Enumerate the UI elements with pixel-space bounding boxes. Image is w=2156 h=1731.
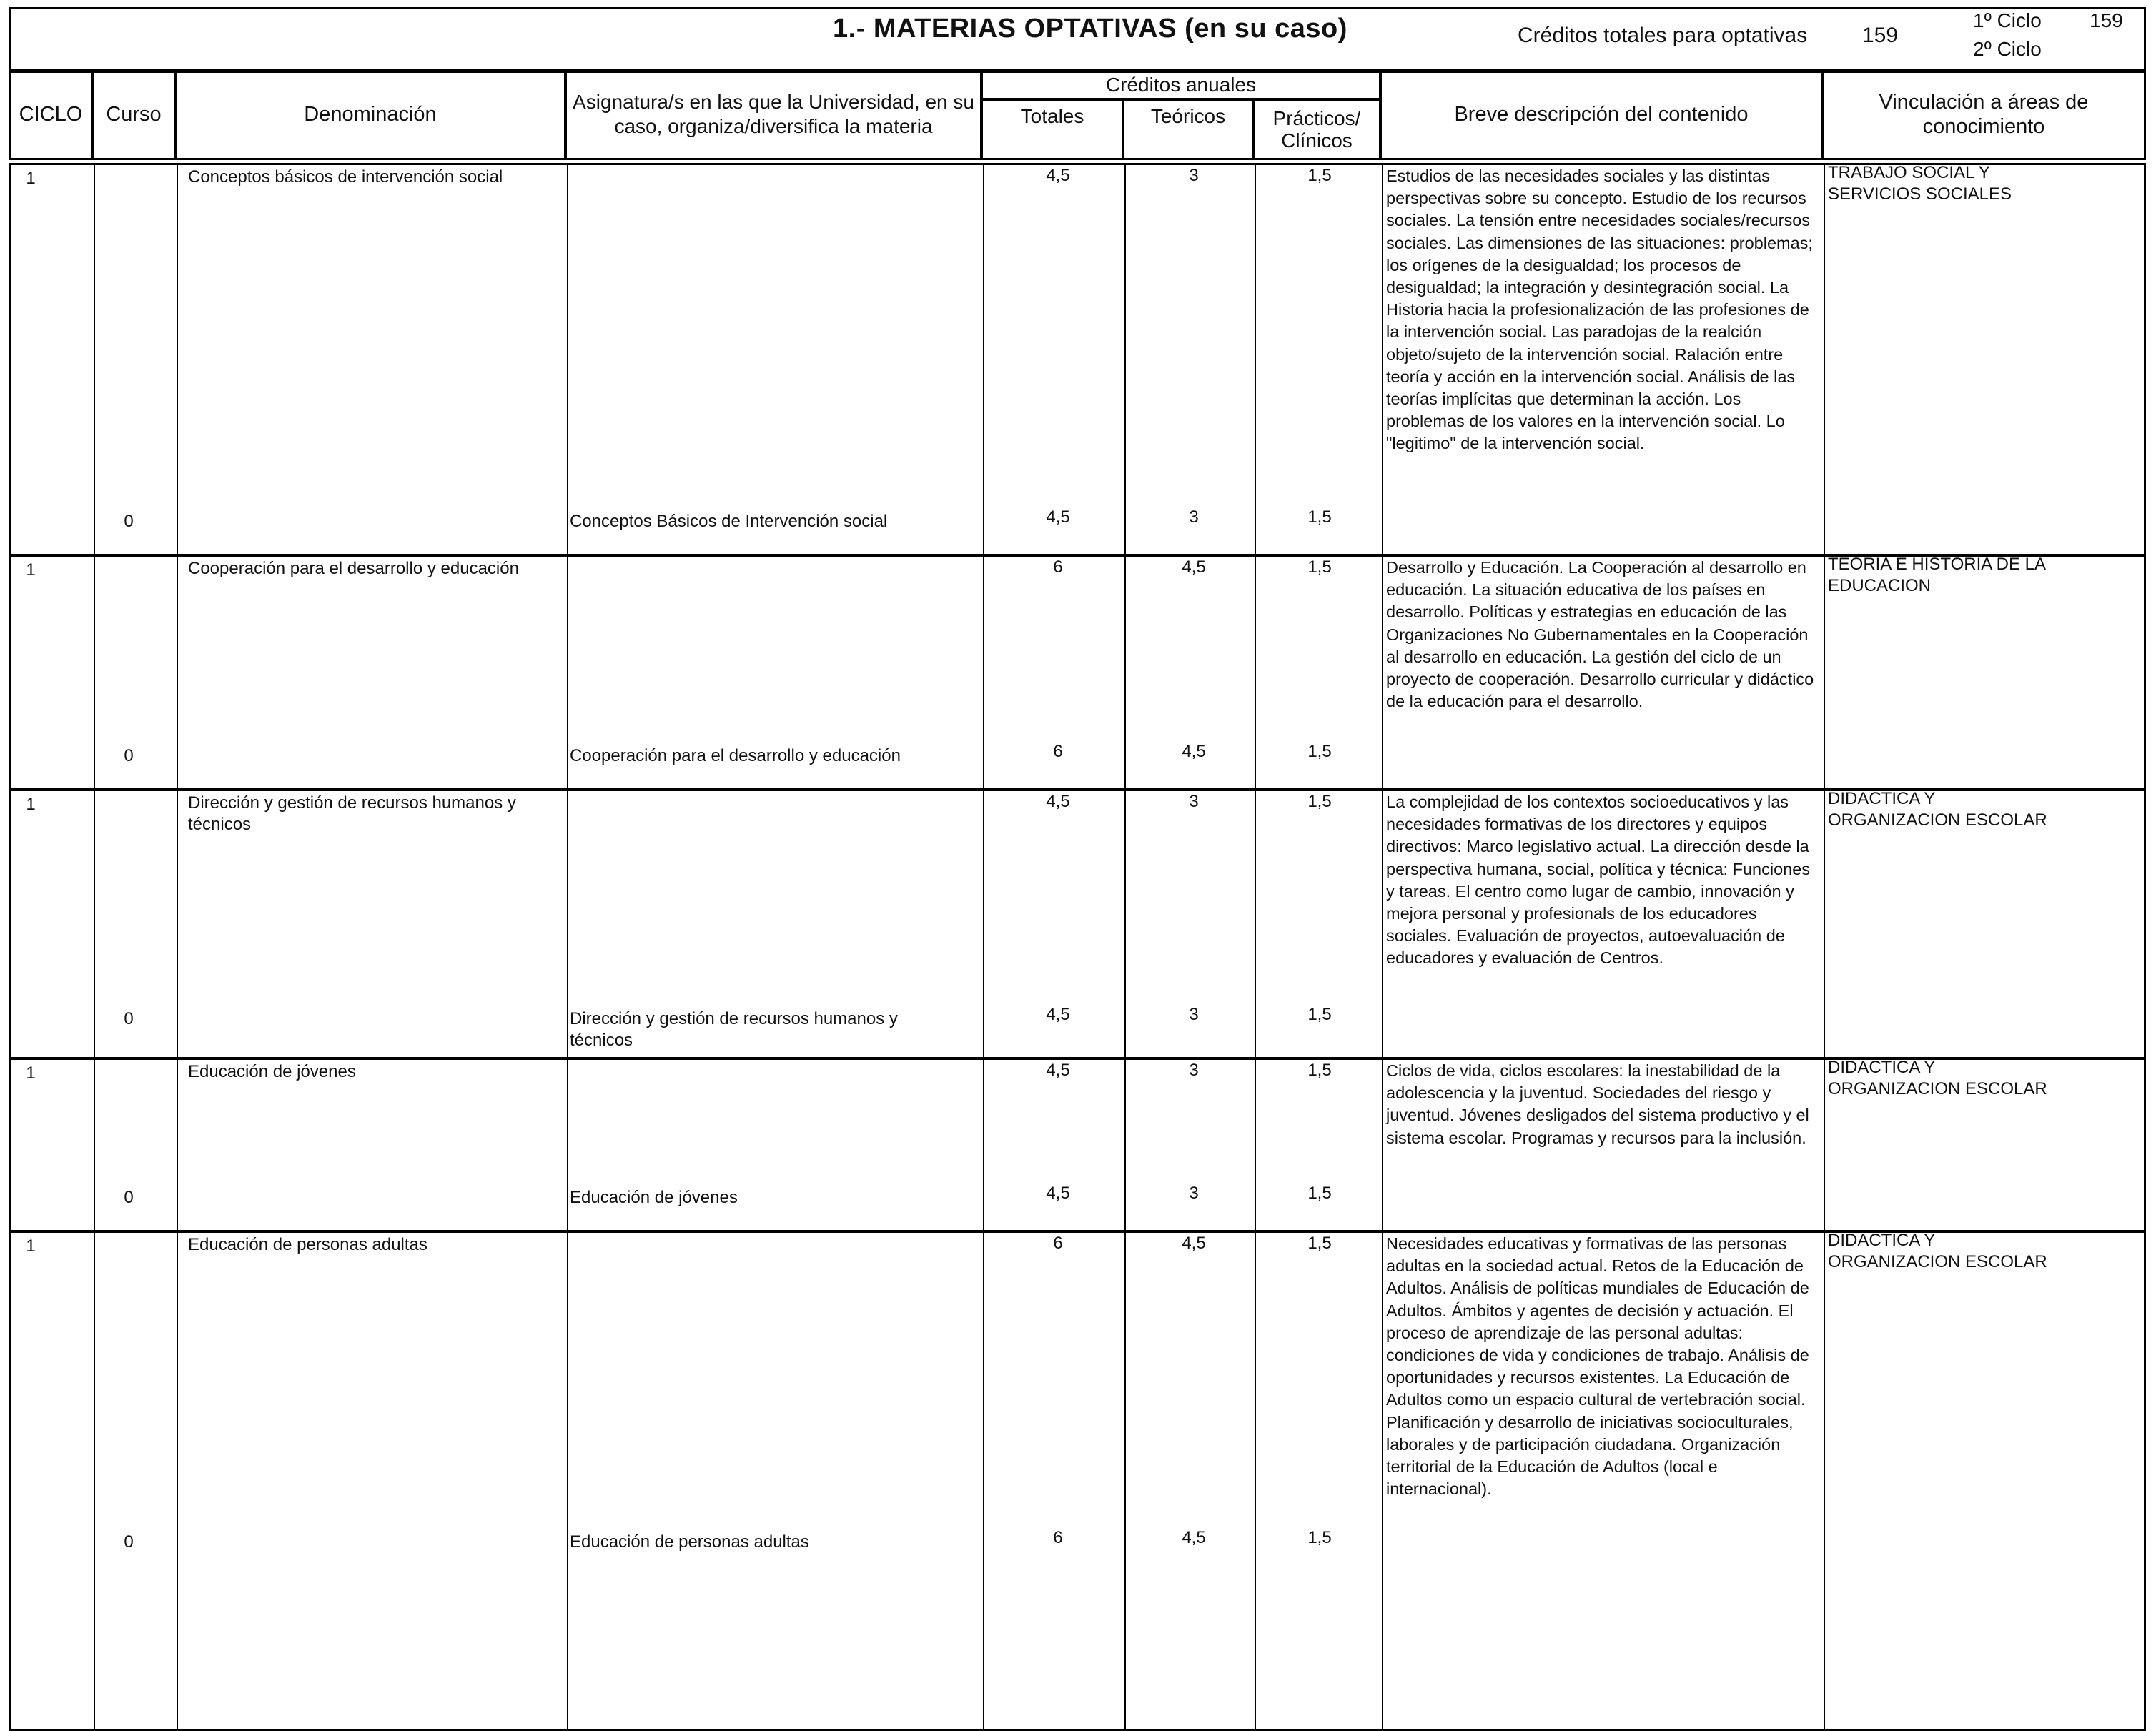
teoricos-cell: 4,5 (1182, 557, 1206, 577)
column-divider (94, 165, 95, 554)
totales-sub-cell: 4,5 (1046, 1005, 1070, 1024)
column-divider (1382, 1233, 1383, 1729)
denominacion-cell: Educación de personas adultas (188, 1235, 427, 1254)
asignatura-cell: Conceptos Básicos de Intervención social (570, 512, 888, 531)
totales-cell: 4,5 (1046, 792, 1070, 811)
denominacion-cell: Conceptos básicos de intervención social (188, 167, 503, 187)
practicos-cell: 1,5 (1307, 792, 1332, 811)
column-divider (94, 1060, 95, 1230)
col-header-vinculacion: Vinculación a áreas de conocimiento (1821, 69, 2146, 160)
teoricos-cell: 3 (1189, 1061, 1199, 1080)
column-divider (1824, 165, 1825, 554)
totales-cell: 6 (1053, 1234, 1063, 1253)
vinculacion-cell: DIDACTICA Y ORGANIZACION ESCOLAR (1828, 1231, 2047, 1271)
practicos-sub-cell: 1,5 (1307, 742, 1332, 761)
vinculacion-cell: TEORIA E HISTORIA DE LA EDUCACION (1828, 555, 2045, 595)
denominacion-cell: Dirección y gestión de recursos humanos y técnicos (188, 793, 516, 834)
totales-cell: 4,5 (1046, 1061, 1070, 1080)
asignatura-cell: Dirección y gestión de recursos humanos y técnicos (570, 1009, 898, 1050)
practicos-sub-cell: 1,5 (1307, 1005, 1332, 1024)
column-divider (1255, 557, 1256, 788)
descripcion-cell: Desarrollo y Educación. La Cooperación al desarrollo en educación. La situación educativa de los países en desarrollo. Políticas y estrategias en educación de las Organizaciones No Gubernamentales en la Cooperación al desarrollo en educación. La gestión del ciclo de un proyecto de cooperación. Desarrollo curricular y didáctico de la educación para el desarrollo. (1386, 558, 1814, 711)
curso-cell: 0 (124, 1188, 134, 1207)
practicos-cell: 1,5 (1307, 1061, 1332, 1080)
practicos-sub-cell: 1,5 (1307, 1184, 1332, 1203)
totales-cell: 6 (1053, 557, 1063, 577)
totales-sub-cell: 4,5 (1046, 1184, 1070, 1203)
column-divider (1824, 1060, 1825, 1230)
col-header-curso: Curso (92, 69, 176, 160)
column-divider (94, 791, 95, 1057)
column-divider (1382, 1060, 1383, 1230)
teoricos-sub-cell: 3 (1189, 1005, 1199, 1024)
column-divider (983, 1233, 984, 1729)
column-divider (983, 557, 984, 788)
denominacion-cell: Cooperación para el desarrollo y educación (188, 559, 519, 578)
teoricos-sub-cell: 3 (1189, 507, 1199, 527)
column-divider (177, 791, 178, 1057)
column-divider (567, 165, 568, 554)
descripcion-cell: Necesidades educativas y formativas de las personas adultas en la sociedad actual. Retos de la Educación de Adultos. Análisis de políticas mundiales de Educación de Adultos. Ámbitos y agentes de decisión y actuación. El proceso de aprendizaje de las personal adultas: condiciones de vida y condiciones de trabajo. Análisis de oportunidades y recursos existentes. La Educación de Adultos como un espacio cultural de vertebración social. Planificación y desarrollo de iniciativas socioculturales, laborales y de participación ciudadana. Organización territorial de la Educación de Adultos (local e internacional). (1386, 1234, 1809, 1499)
col-header-teoricos: Teóricos (1122, 99, 1254, 160)
column-divider (1824, 791, 1825, 1057)
curso-cell: 0 (124, 746, 134, 765)
column-divider (567, 557, 568, 788)
col-header-totales: Totales (981, 99, 1124, 160)
ciclo1-label: 1º Ciclo (1973, 9, 2042, 31)
asignatura-cell: Cooperación para el desarrollo y educación (570, 746, 901, 765)
column-divider (1124, 791, 1126, 1057)
materias-table (9, 163, 2146, 1571)
ciclo-cell: 1 (26, 169, 36, 188)
column-divider (1255, 1233, 1256, 1729)
table-row (9, 789, 2146, 1059)
descripcion-cell: Estudios de las necesidades sociales y las distintas perspectivas sobre su concepto. Estudio de los recursos sociales. La tensión entre necesidades sociales/recursos sociales. Las dimensiones de las situaciones: problemas; los orígenes de la desigualdad; los procesos de desigualdad; la integración y desintegración social. La Historia hacia la profesionalización de las profesiones de la intervención social. Las paradojas de la realción objeto/sujeto de la intervención social. Ralación entre teoría y acción en la intervención social. Análisis de las teorías implícitas que determinan la acción. Los problemas de los valores en la intervención social. Lo "legitimo" de la intervención social. (1386, 167, 1813, 453)
column-divider (1255, 791, 1256, 1057)
column-divider (1255, 165, 1256, 554)
col-header-denominacion: Denominación (174, 69, 566, 160)
ciclo2-label: 2º Ciclo (1973, 38, 2042, 60)
column-divider (1824, 1233, 1825, 1729)
column-divider (94, 1233, 95, 1729)
col-header-practicos: Prácticos/ Clínicos (1252, 99, 1381, 160)
teoricos-cell: 3 (1189, 792, 1199, 811)
ciclo-cell: 1 (26, 795, 36, 814)
column-divider (1124, 1233, 1126, 1729)
col-header-creditos: Créditos anuales (981, 69, 1381, 100)
column-divider (177, 165, 178, 554)
vinculacion-cell: DIDACTICA Y ORGANIZACION ESCOLAR (1828, 789, 2047, 830)
column-divider (1382, 165, 1383, 554)
denominacion-cell: Educación de jóvenes (188, 1062, 356, 1081)
totales-sub-cell: 4,5 (1046, 507, 1070, 527)
column-divider (1382, 791, 1383, 1057)
practicos-cell: 1,5 (1307, 1234, 1332, 1253)
column-divider (983, 165, 984, 554)
ciclo-cell: 1 (26, 560, 36, 580)
vinculacion-cell: DIDACTICA Y ORGANIZACION ESCOLAR (1828, 1058, 2047, 1098)
column-divider (177, 1233, 178, 1729)
curso-cell: 0 (124, 1532, 134, 1552)
column-divider (567, 1233, 568, 1729)
teoricos-cell: 3 (1189, 166, 1199, 185)
vinculacion-cell: TRABAJO SOCIAL Y SERVICIOS SOCIALES (1828, 163, 2012, 204)
teoricos-cell: 4,5 (1182, 1234, 1206, 1253)
ciclo-cell: 1 (26, 1063, 36, 1083)
teoricos-sub-cell: 4,5 (1182, 1528, 1206, 1547)
totales-sub-cell: 6 (1053, 742, 1063, 761)
column-divider (1124, 557, 1126, 788)
ciclo-cell: 1 (26, 1236, 36, 1256)
creditos-totales-label: Créditos totales para optativas (1518, 24, 1808, 47)
column-divider (177, 1060, 178, 1230)
column-divider (1124, 165, 1126, 554)
column-divider (1382, 557, 1383, 788)
table-row (9, 163, 2146, 556)
teoricos-sub-cell: 4,5 (1182, 742, 1206, 761)
column-divider (1255, 1060, 1256, 1230)
column-divider (1124, 1060, 1126, 1230)
teoricos-sub-cell: 3 (1189, 1184, 1199, 1203)
col-header-asignatura: Asignatura/s en las que la Universidad, en su caso, organiza/diversifica la materia (565, 69, 982, 160)
practicos-cell: 1,5 (1307, 557, 1332, 577)
practicos-sub-cell: 1,5 (1307, 1528, 1332, 1547)
totales-sub-cell: 6 (1053, 1528, 1063, 1547)
table-row (9, 1058, 2146, 1232)
title-header (9, 7, 2146, 73)
column-header-row (9, 69, 2146, 160)
asignatura-cell: Educación de jóvenes (570, 1188, 738, 1207)
practicos-sub-cell: 1,5 (1307, 507, 1332, 527)
column-divider (983, 791, 984, 1057)
table-row (9, 555, 2146, 790)
col-header-descripcion: Breve descripción del contenido (1380, 69, 1823, 160)
column-divider (567, 791, 568, 1057)
totales-cell: 4,5 (1046, 166, 1070, 185)
page-title: 1.- MATERIAS OPTATIVAS (en su caso) (833, 14, 1348, 44)
ciclo1-value: 159 (2090, 9, 2123, 31)
curso-cell: 0 (124, 1009, 134, 1028)
descripcion-cell: Ciclos de vida, ciclos escolares: la inestabilidad de la adolescencia y la juventud. Sociedades del riesgo y juventud. Jóvenes desligados del sistema productivo y el sistema escolar. Programas y recursos para la inclusión. (1386, 1061, 1809, 1147)
column-divider (983, 1060, 984, 1230)
column-divider (1824, 557, 1825, 788)
column-divider (94, 557, 95, 788)
column-divider (567, 1060, 568, 1230)
column-divider (177, 557, 178, 788)
descripcion-cell: La complejidad de los contextos socioeducativos y las necesidades formativas de los directores y equipos directivos: Marco legislativo actual. La dirección desde la perspectiva humana, social, política y técnica: Funciones y tareas. El centro como lugar de cambio, innovación y mejora personal y profesionals de los educadores sociales. Evaluación de proyectos, autoevaluación de educadores y evaluación de Centros. (1386, 793, 1811, 968)
curso-cell: 0 (124, 512, 134, 531)
creditos-totales-value: 159 (1862, 24, 1899, 47)
table-row (9, 1231, 2146, 1731)
asignatura-cell: Educación de personas adultas (570, 1532, 809, 1552)
col-header-ciclo: CICLO (9, 69, 93, 160)
practicos-cell: 1,5 (1307, 166, 1332, 185)
